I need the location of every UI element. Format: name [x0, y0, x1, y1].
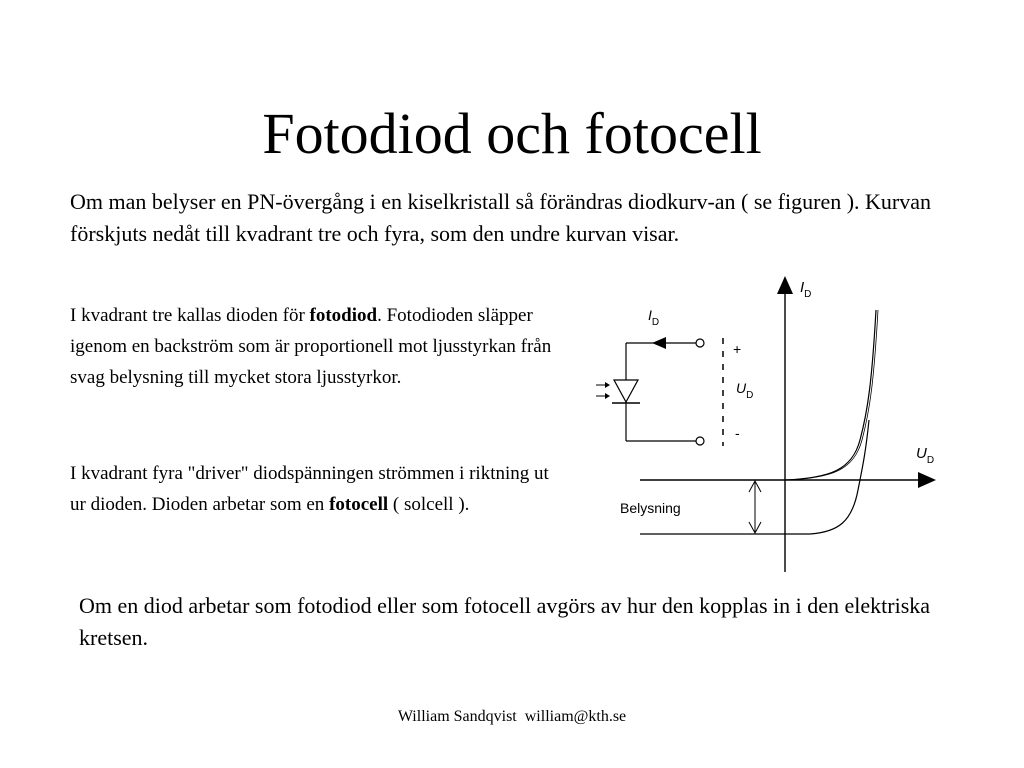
fotodiod-paragraph: [70, 300, 560, 393]
fotodiod-text-start: I kvadrant tre kallas dioden för: [70, 305, 310, 326]
circuit-current-label: $I_D$: [648, 307, 660, 328]
illumination-label: Belysning: [620, 500, 681, 516]
terminal-top: [696, 339, 704, 347]
y-axis-label: $I_D$: [800, 279, 812, 300]
slide-title: Fotodiod och fotocell: [262, 101, 762, 166]
intro-paragraph: Om man belyser en PN-övergång i en kiselkristall så förändras diodkurv-an ( se figuren ). Kurvan förskjuts nedåt till kvadrant tre och fyra, som den undre kurvan visar.: [70, 189, 932, 246]
diode-curve-diagram: [590, 270, 950, 580]
footer-author: William Sandqvist: [397, 708, 517, 725]
conclusion-paragraph: Om en diod arbetar som fotodiod eller som fotocell avgörs av hur den kopplas in i den elektriska kretsen.: [79, 593, 931, 650]
dark-curve: [785, 310, 876, 480]
current-arrow: [652, 337, 666, 349]
fotocell-term: fotocell: [329, 494, 389, 515]
fotocell-paragraph: [70, 458, 560, 520]
fotocell-text-start: I kvadrant fyra "driver" diodspänningen strömmen i riktning ut ur dioden. Dioden arbetar som en: [70, 463, 549, 515]
footer-email: william@kth.se: [524, 708, 627, 725]
terminal-bottom: [696, 437, 704, 445]
x-axis-label: $U_D$: [916, 445, 935, 466]
fotocell-text-end: ( solcell ).: [388, 494, 470, 515]
light-ray-2-head: [605, 393, 610, 399]
voltage-plus-sign: +: [733, 341, 742, 357]
x-axis-arrow: [918, 472, 936, 488]
fotodiod-term: fotodiod: [309, 305, 378, 326]
slide-footer: [0, 706, 1024, 728]
circuit-voltage-label: $U_D$: [736, 380, 754, 401]
diode-symbol: [614, 380, 638, 402]
voltage-minus-sign: -: [735, 425, 740, 441]
fotodiod-text-end: . Fotodioden släpper igenom en backström som är proportionell mot ljusstyrkan från svag belysning till mycket stora ljusstyrkor.: [70, 305, 552, 388]
y-axis-arrow: [777, 276, 793, 294]
light-ray-1-head: [605, 382, 610, 388]
